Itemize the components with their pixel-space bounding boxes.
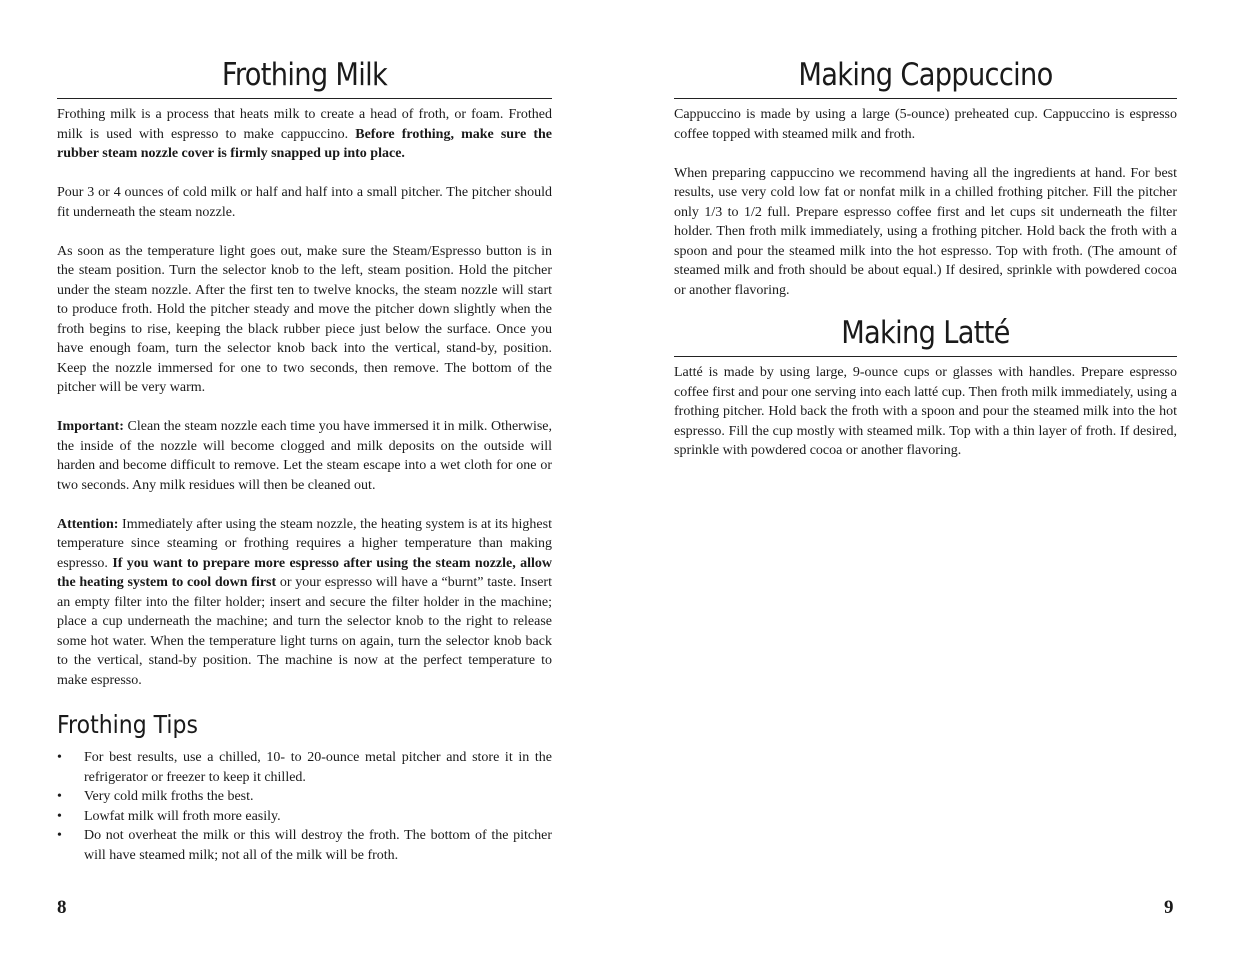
frothing-tips-heading: Frothing Tips: [57, 710, 198, 739]
bullet-icon: •: [57, 808, 62, 824]
list-item: • Lowfat milk will froth more easily.: [57, 807, 552, 827]
page-number-right: 9: [1164, 897, 1174, 918]
important-label: Important:: [57, 419, 124, 434]
important-paragraph: [57, 417, 552, 495]
important-text: Clean the steam nozzle each time you have immersed it in milk. Otherwise, the inside of the nozzle will become clogged and milk deposits on the outside will harden and become difficult to remove. Let the steam escape into a wet cloth for one or two seconds. Any milk residues will then be cleaned out.: [57, 419, 552, 493]
left-page: [57, 0, 552, 865]
intro-paragraph: [57, 105, 552, 164]
frothing-tips-list: [57, 748, 552, 865]
latte-paragraph: Latté is made by using large, 9-ounce cups or glasses with handles. Prepare espresso coffee first and pour one serving into each latté cup. Then froth milk immediately, using a frothing pitcher. Hold back the froth with a spoon and pour the steamed milk into the hot espresso. Fill the cup mostly with steamed milk. Top with a thin layer of froth. If desired, sprinkle with powdered cocoa or another flavoring.: [674, 365, 1177, 458]
attention-bold: If you want to prepare more espresso after using the steam nozzle, allow the heating system to cool down first: [57, 555, 552, 590]
steam-procedure-paragraph: As soon as the temperature light goes out, make sure the Steam/Espresso button is in the steam position. Turn the selector knob to the left, steam position. Hold the pitcher under the steam nozzle. After the first ten to twelve knocks, the steam nozzle will start to produce froth. Hold the pitcher steady and move the pitcher down slightly when the froth begins to rise, keeping the black rubber piece just below the surface. Once you have enough foam, turn the selector knob back into the vertical, stand-by, position. Keep the nozzle immersed for one to two seconds, then remove. The bottom of the pitcher will be very warm.: [57, 243, 552, 395]
list-item: • For best results, use a chilled, 10- to 20-ounce metal pitcher and store it in the refrigerator or freezer to keep it chilled.: [57, 750, 552, 785]
cappuccino-preparation-paragraph: When preparing cappuccino we recommend having all the ingredients at hand. For best results, use very cold low fat or nonfat milk in a chilled frothing pitcher. Fill the pitcher only 1/3 to 1/2 full. Prepare espresso coffee first and let cups sit underneath the filter holder. Then froth milk immediately, using a frothing pitcher. Hold back the froth with a spoon and pour the steamed milk into the hot espresso. Top with froth. (The amount of steamed milk and froth should be about equal.) If desired, sprinkle with powdered cocoa or another flavoring.: [674, 165, 1177, 298]
bullet-icon: •: [57, 828, 62, 843]
attention-text-2: or your espresso will have a “burnt” taste. Insert an empty filter into the filter holder; insert and secure the filter holder in the machine; place a cup underneath the machine; and turn the selector knob to the right to release some hot water. When the temperature light turns on again, turn the selector knob back to the vertical, stand-by position. The machine is now at the perfect temperature to make espresso.: [57, 575, 552, 688]
attention-paragraph: [57, 515, 552, 691]
list-item: • Do not overheat the milk or this will destroy the froth. The bottom of the pitcher will have steamed milk; not all of the milk will be froth.: [57, 828, 552, 863]
attention-label: Attention:: [57, 516, 119, 532]
making-latte-title: Making Latté: [841, 315, 1010, 351]
bullet-icon: •: [57, 789, 62, 804]
page-number-left: 8: [57, 897, 67, 918]
list-item: • Very cold milk froths the best.: [57, 787, 552, 807]
attention-text-1: Immediately after using the steam nozzle, the heating system is at its highest temperature since steaming or frothing requires a higher temperature than making espresso.: [57, 516, 552, 571]
frothing-milk-title: Frothing Milk: [221, 57, 388, 93]
right-page: [674, 0, 1177, 461]
making-cappuccino-title: Making Cappuccino: [798, 57, 1053, 93]
pour-milk-paragraph: Pour 3 or 4 ounces of cold milk or half and half into a small pitcher. The pitcher should fit underneath the steam nozzle.: [57, 185, 552, 220]
cappuccino-intro-paragraph: Cappuccino is made by using a large (5-ounce) preheated cup. Cappuccino is espresso coffee topped with steamed milk and froth.: [674, 107, 1177, 142]
bullet-icon: •: [57, 750, 62, 765]
intro-text: Frothing milk is a process that heats milk to create a head of froth, or foam. Frothed milk is used with espresso to make cappuccino.: [57, 107, 552, 142]
intro-bold-warning: Before frothing, make sure the rubber steam nozzle cover is firmly snapped up into place.: [57, 126, 552, 161]
